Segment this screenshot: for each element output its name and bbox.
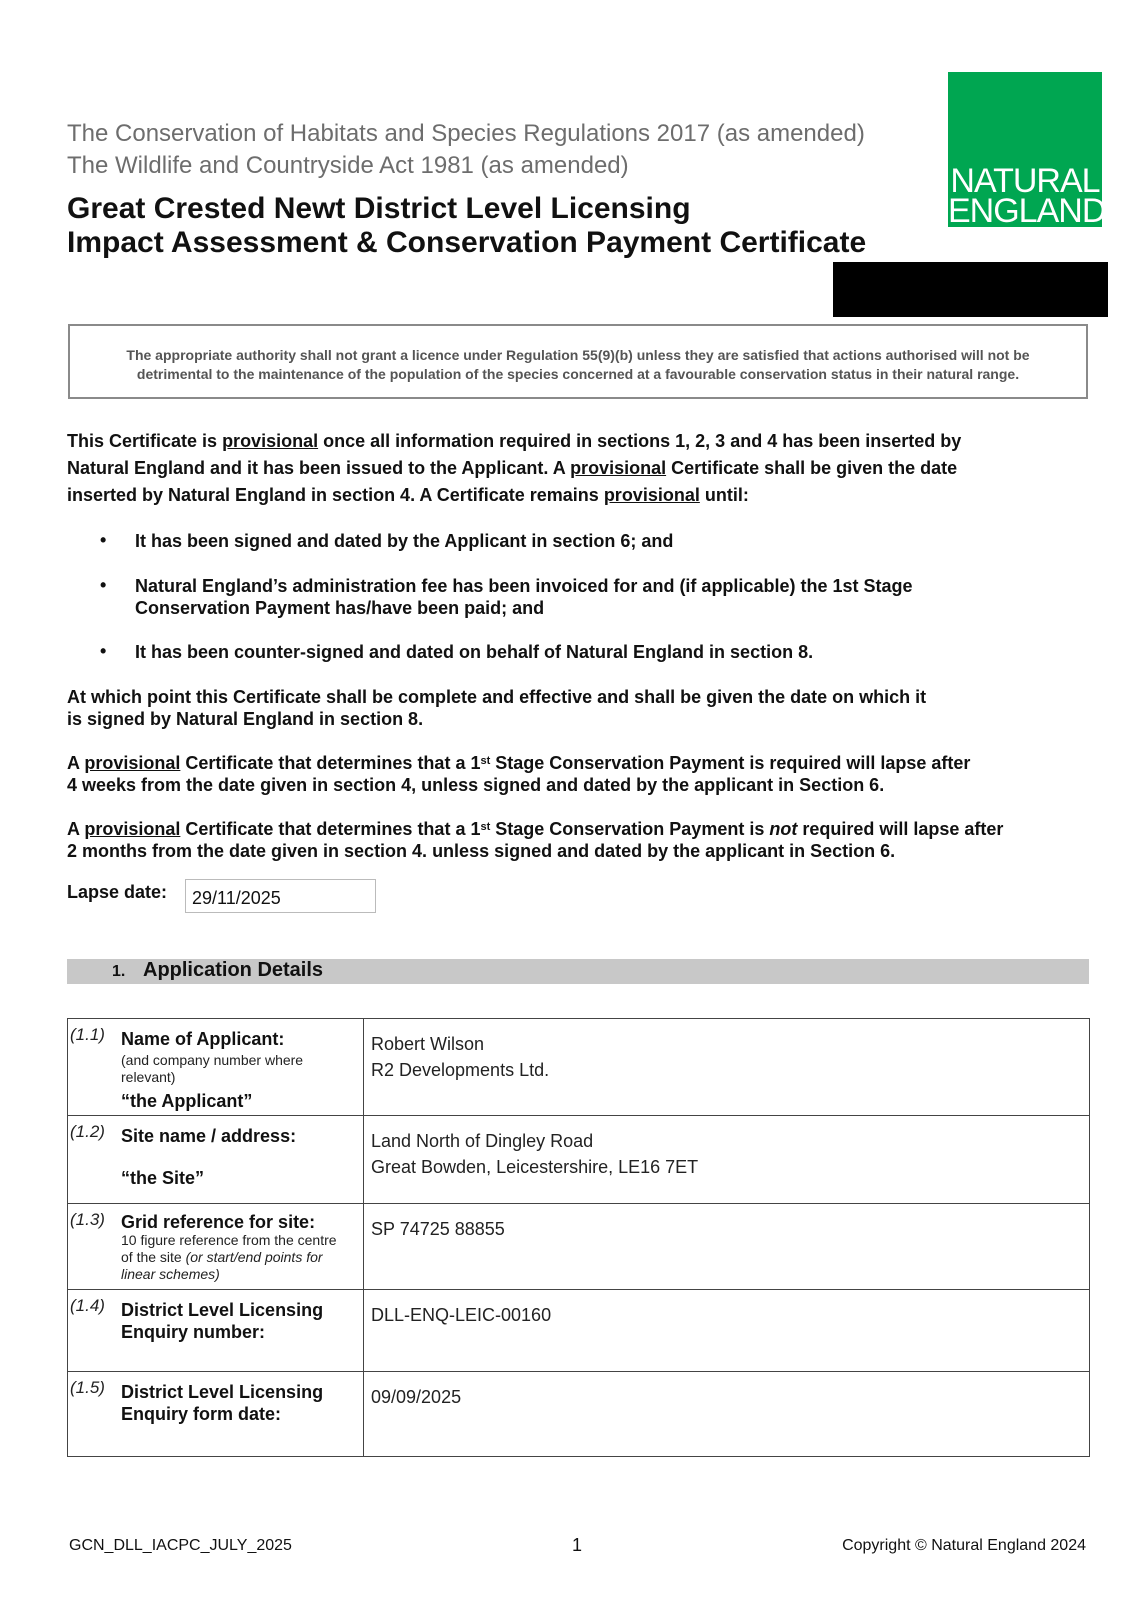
row-label-cell: [68, 1204, 364, 1290]
row-label-cell: [68, 1372, 364, 1457]
grid-reference: SP 74725 88855: [371, 1219, 505, 1239]
row-number: (1.2): [70, 1122, 105, 1141]
intro-line-3: [67, 484, 749, 506]
applicant-value-cell: [364, 1019, 1090, 1116]
not-italic: not: [769, 819, 798, 839]
superscript: st: [480, 821, 491, 833]
section-number: 1.: [112, 963, 126, 980]
site-value-cell: [364, 1116, 1090, 1204]
notice-line-1: The appropriate authority shall not grant a licence under Regulation 55(9)(b) unless they are satisfied that actions authorised will not be: [126, 347, 1030, 363]
bullet-glyph: •: [100, 641, 107, 661]
provisional-underlined: provisional: [570, 458, 667, 478]
sublabel-text: of the site: [121, 1249, 186, 1265]
complete-line-1: At which point this Certificate shall be complete and effective and shall be given the date on which it: [67, 687, 927, 707]
row-number: (1.3): [70, 1210, 105, 1229]
application-details-table: [67, 1018, 1090, 1457]
row-label-cell: [68, 1019, 364, 1116]
row-label: Enquiry form date:: [121, 1404, 282, 1424]
row-sublabel: linear schemes): [121, 1266, 220, 1282]
lapse-required-line-2: 4 weeks from the date given in section 4, unless signed and dated by the applicant in Section 6.: [67, 775, 885, 795]
row-sublabel: 10 figure reference from the centre: [121, 1232, 337, 1248]
table-row: [68, 1290, 1090, 1372]
enquiry-form-date: 09/09/2025: [371, 1387, 462, 1407]
regulation-line-2: The Wildlife and Countryside Act 1981 (as amended): [67, 152, 629, 179]
logo-text-england: ENGLAND: [948, 192, 1106, 230]
table-row: [68, 1116, 1090, 1204]
enquiry-number-value-cell: [364, 1290, 1090, 1372]
lapse-date-field[interactable]: 29/11/2025: [185, 879, 376, 913]
row-alias: “the Site”: [121, 1168, 205, 1188]
lapse-required-line-1: [67, 752, 970, 774]
applicant-company: R2 Developments Ltd.: [371, 1060, 550, 1080]
row-number: (1.5): [70, 1378, 105, 1397]
row-label: District Level Licensing: [121, 1300, 324, 1320]
site-name: Land North of Dingley Road: [371, 1131, 594, 1151]
certificate-title-line-2: Impact Assessment & Conservation Payment Certificate: [67, 226, 867, 259]
enquiry-date-value-cell: [364, 1372, 1090, 1457]
provisional-underlined: provisional: [84, 819, 181, 839]
bullet-item-3: It has been counter-signed and dated on behalf of Natural England in section 8.: [135, 642, 814, 662]
lapse-not-required-line-1: [67, 818, 1003, 840]
intro-text: inserted by Natural England in section 4. A Certificate remains: [67, 485, 604, 505]
intro-text: until:: [699, 485, 749, 505]
intro-text: once all information required in sections 1, 2, 3 and 4 has been inserted by: [318, 431, 962, 451]
row-number: (1.1): [70, 1025, 105, 1044]
enquiry-number: DLL-ENQ-LEIC-00160: [371, 1305, 552, 1325]
provisional-underlined: provisional: [84, 753, 181, 773]
bullet-item-2-line-1: Natural England’s administration fee has been invoiced for and (if applicable) the 1st Stage: [135, 576, 913, 596]
row-label-cell: [68, 1290, 364, 1372]
bullet-glyph: •: [100, 575, 107, 595]
table-row: [68, 1019, 1090, 1116]
notice-line-2: detrimental to the maintenance of the population of the species concerned at a favourable conservation status in their natural range.: [136, 366, 1020, 382]
row-sublabel: (and company number where relevant): [121, 1052, 304, 1085]
intro-text: Natural England and it has been issued to the Applicant. A: [67, 458, 571, 478]
bullet-item-1: It has been signed and dated by the Applicant in section 6; and: [135, 531, 674, 551]
lapse-text: required will lapse after: [797, 819, 1004, 839]
certificate-title-line-1: Great Crested Newt District Level Licensing: [67, 192, 691, 225]
intro-line-2: [67, 457, 957, 479]
page-number: 1: [572, 1535, 583, 1555]
lapse-not-required-line-2: 2 months from the date given in section 4. unless signed and dated by the applicant in Section 6.: [67, 841, 896, 861]
regulation-notice-box: [68, 324, 1088, 399]
redaction-block: [833, 262, 1108, 317]
row-sublabel: [121, 1249, 323, 1266]
row-number: (1.4): [70, 1296, 105, 1315]
intro-line-1: [67, 430, 961, 452]
provisional-underlined: provisional: [603, 485, 700, 505]
row-label-cell: [68, 1116, 364, 1204]
table-row: [68, 1372, 1090, 1457]
applicant-name: Robert Wilson: [371, 1034, 485, 1054]
lapse-text: Certificate that determines that a 1: [180, 819, 481, 839]
sublabel-italic: (or start/end points for: [185, 1249, 323, 1265]
lapse-text: A: [67, 753, 85, 773]
logo-text-natural: NATURAL: [950, 162, 1100, 200]
bullet-glyph: •: [100, 530, 107, 550]
complete-line-2: is signed by Natural England in section 8.: [67, 709, 424, 729]
bullet-item-2-line-2: Conservation Payment has/have been paid; and: [135, 598, 545, 618]
grid-reference-value-cell: [364, 1204, 1090, 1290]
intro-text: This Certificate is: [67, 431, 223, 451]
footer-document-code: GCN_DLL_IACPC_JULY_2025: [69, 1537, 292, 1554]
intro-text: Certificate shall be given the date: [666, 458, 958, 478]
lapse-text: Stage Conservation Payment is: [490, 819, 770, 839]
site-address: Great Bowden, Leicestershire, LE16 7ET: [371, 1157, 699, 1177]
natural-england-logo: [948, 72, 1106, 230]
lapse-text: Certificate that determines that a 1: [180, 753, 481, 773]
lapse-date-label: Lapse date:: [67, 882, 168, 902]
lapse-text: Stage Conservation Payment is required will lapse after: [490, 753, 971, 773]
footer-copyright: Copyright © Natural England 2024: [842, 1537, 1086, 1554]
provisional-underlined: provisional: [222, 431, 319, 451]
row-label: Site name / address:: [121, 1126, 297, 1146]
row-label: District Level Licensing: [121, 1382, 324, 1402]
row-label: Enquiry number:: [121, 1322, 266, 1342]
table-row: [68, 1204, 1090, 1290]
row-alias: “the Applicant”: [121, 1091, 253, 1111]
section-title: Application Details: [143, 959, 324, 981]
superscript: st: [480, 755, 491, 767]
lapse-text: A: [67, 819, 85, 839]
row-label: Name of Applicant:: [121, 1029, 285, 1049]
row-label: Grid reference for site:: [121, 1212, 316, 1232]
regulation-line-1: The Conservation of Habitats and Species Regulations 2017 (as amended): [67, 120, 865, 147]
